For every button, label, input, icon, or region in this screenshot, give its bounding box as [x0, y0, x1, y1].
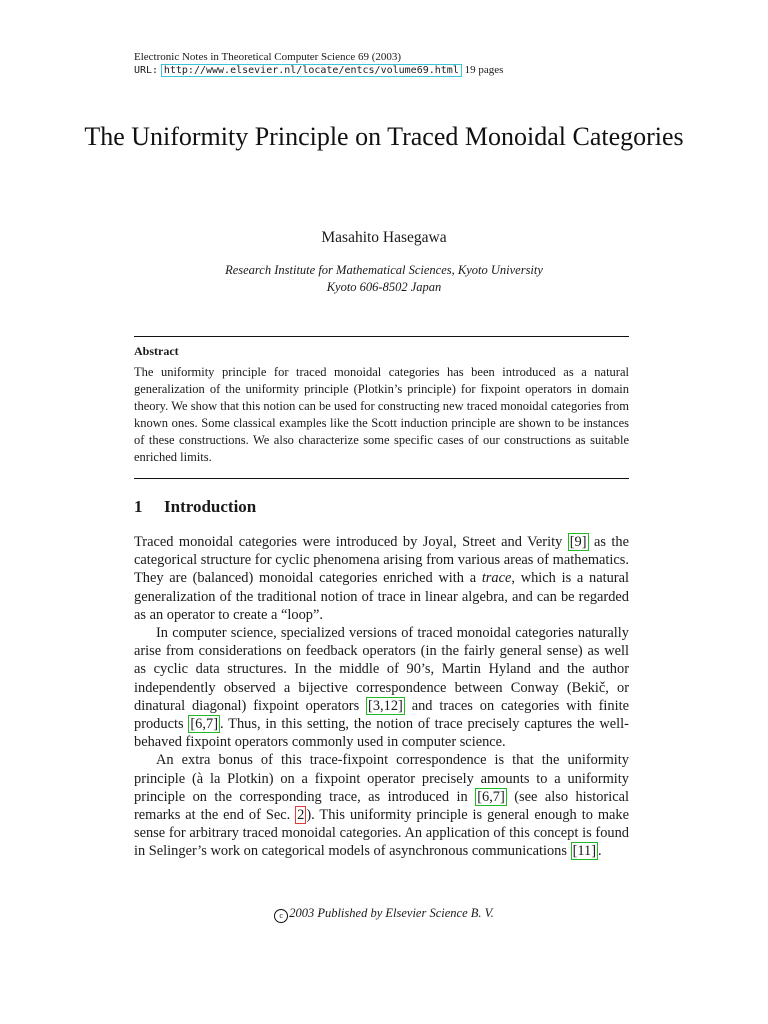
introduction-body: [134, 533, 629, 861]
paragraph-1: [134, 533, 629, 624]
citation-part: [6: [477, 788, 490, 805]
affiliation-line-1: Research Institute for Mathematical Sciences, Kyoto University: [225, 263, 543, 277]
affiliation: [0, 262, 768, 296]
citation-link[interactable]: [6,7]: [190, 716, 218, 733]
section-number: 1: [134, 497, 143, 516]
citation-link[interactable]: [3,12]: [368, 697, 403, 714]
paper-title: [0, 122, 768, 151]
copyright-icon: c: [274, 909, 288, 923]
text-run: .: [598, 843, 602, 860]
copyright-footer: [0, 906, 768, 923]
citation-part: [6: [190, 716, 203, 733]
url-label: URL:: [134, 65, 159, 76]
abstract-top-rule: [134, 336, 629, 337]
citation-link[interactable]: [9]: [569, 534, 587, 550]
emphasis: trace: [481, 570, 512, 587]
text-run: In computer science, specialized versions of traced monoidal categories naturally arise from considerations on feedback operators (in the fairly general sense) as well as cyclic data structures. In the middle of 90’s, Martin Hyland and the author independently observed a bijective correspondence between Conway (Bekič, or dinatural diagonal) fixpoint operators: [134, 625, 629, 714]
text-run: Traced monoidal categories were introduced by Joyal, Street and Verity: [134, 534, 568, 550]
citation-link[interactable]: [6,7]: [477, 788, 505, 805]
text-run: . Thus, in this setting, the notion of trace precisely captures the well-behaved fixpoint operators commonly used in computer science.: [134, 716, 629, 751]
copyright-text: 2003 Published by Elsevier Science B. V.: [289, 906, 494, 920]
text-run: and traces on categories with finite products: [134, 697, 629, 733]
citation-part: 7]: [206, 716, 218, 733]
section-title: Introduction: [164, 497, 257, 516]
text-run: as the categorical structure for cyclic phenomena arising from various areas of mathematics. They are (balanced) monoidal categories enriched with a: [134, 534, 630, 587]
text-run: (see also historical remarks at the end of Sec.: [134, 788, 629, 824]
abstract-text: The uniformity principle for traced monoidal categories has been introduced as a natural generalization of the uniformity principle (Plotkin’s principle) for fixpoint operators in domain theory. We show that this notion can be used for constructing new traced monoidal categories from known ones. Some classical examples like the Scott induction principle are shown to be instances of these constructions. We also characterize some specific cases of our constructions as suitable enriched limits.: [134, 365, 629, 464]
citation-part: [3: [368, 697, 381, 714]
section-heading: [134, 497, 256, 517]
paragraph-3: [134, 751, 629, 860]
paragraph-2: [134, 624, 629, 751]
section-reference-link[interactable]: 2: [297, 807, 305, 824]
abstract-heading: Abstract: [134, 344, 179, 358]
affiliation-line-2: Kyoto 606-8502 Japan: [326, 280, 442, 294]
citation-part: 12]: [383, 697, 403, 714]
text-run: ). This uniformity principle is general enough to make sense for arbitrary traced monoidal categories. An application of this concept is found in Selinger’s work on categorical models of asynchronous communications: [134, 807, 629, 860]
paper-title-text: The Uniformity Principle on Traced Monoidal Categories: [84, 122, 684, 151]
url-line: [134, 63, 503, 78]
author-name: Masahito Hasegawa: [321, 229, 447, 246]
citation-link[interactable]: [11]: [572, 843, 597, 860]
abstract-bottom-rule: [134, 478, 629, 479]
url-link[interactable]: http://www.elsevier.nl/locate/entcs/volume69.html: [161, 64, 462, 77]
page-count: 19 pages: [464, 64, 504, 76]
text-run: , which is a natural generalization of the traditional notion of trace in linear algebra, and can be regarded as an operator to create a “loop”.: [134, 570, 629, 623]
citation-part: 7]: [492, 788, 505, 805]
journal-header: Electronic Notes in Theoretical Computer Science 69 (2003): [134, 51, 402, 63]
text-run: An extra bonus of this trace-fixpoint correspondence is that the uniformity principle (à la Plotkin) on a fixpoint operator precisely amounts to a uniformity principle on the corresponding trace, as introduced in: [134, 752, 629, 805]
